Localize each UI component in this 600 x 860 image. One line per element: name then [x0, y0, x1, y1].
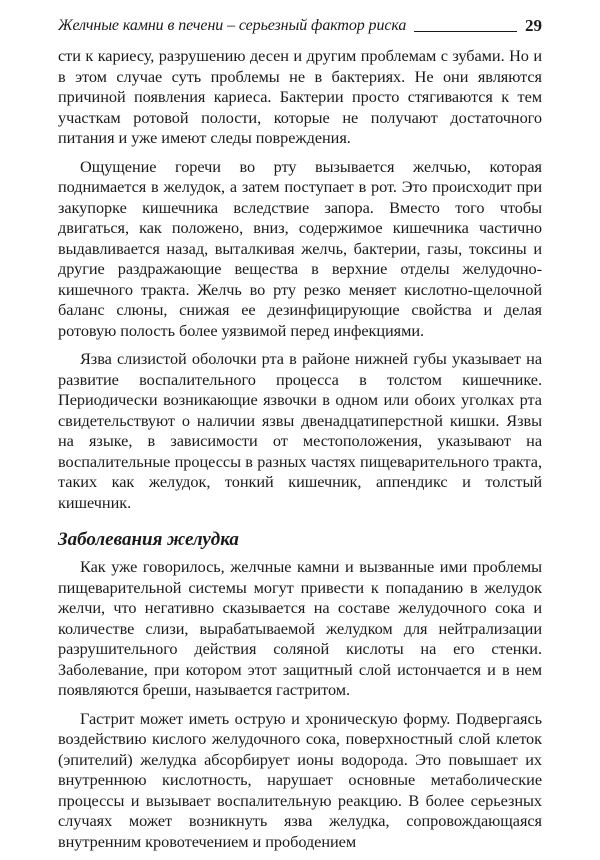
- page-number: 29: [525, 16, 542, 35]
- page-body: [58, 46, 542, 852]
- paragraph-gastritis-intro: Как уже говорилось, желчные камни и вызванные ими проблемы пищеварительной системы могут привести к попаданию в желудок желчи, что негативно сказывается на составе желудочного сока и количестве слизи, вырабатываемой желудком для нейтрализации разрушительного действия соляной кислоты на его стенки. Заболевание, при котором этот защитный слой истончается и в нем появляются бреши, называется гастритом.: [58, 557, 542, 699]
- header-rule: [414, 30, 517, 32]
- book-page: [58, 8, 542, 860]
- running-header: [58, 8, 542, 34]
- section-heading: Заболевания желудка: [58, 529, 239, 550]
- paragraph-continued: сти к кариесу, разрушению десен и другим проблемам с зубами. Но и в этом случае суть проблемы не в бактериях. Не они являются причиной появления кариеса. Бактерии просто стягиваются к тем участкам ротовой полости, которые не получают достаточного питания и уже имеют следы повреждения.: [58, 46, 542, 147]
- paragraph-bitter-taste: Ощущение горечи во рту вызывается желчью, которая поднимается в желудок, а затем поступает в рот. Это происходит при закупорке кишечника вследствие запора. Вместо того чтобы двигаться, как положено, вниз, содержимое кишечника частично выдавливается назад, выталкивая желчь, бактерии, газы, токсины и другие раздражающие вещества в верхние отделы желудочно-кишечного тракта. Желчь во рту резко меняет кислотно-щелочной баланс слюны, снижая ее дезинфицирующие свойства и делая ротовую полость более уязвимой перед инфекциями.: [58, 156, 542, 340]
- paragraph-mouth-ulcers: Язва слизистой оболочки рта в районе нижней губы указывает на развитие воспалительного процесса в толстом кишечнике. Периодически возникающие язвочки в одном или обоих уголках рта свидетельствуют о наличии язвы двенадцатиперстной кишки. Язвы на языке, в зависимости от местоположения, указывают на воспалительные процессы в разных частях пищеварительного тракта, таких как желудок, тонкий кишечник, аппендикс и толстый кишечник.: [58, 349, 542, 512]
- running-title: Желчные камни в печени – серьезный фактор риска: [58, 17, 407, 34]
- paragraph-gastritis-forms: Гастрит может иметь острую и хроническую форму. Подвергаясь воздействию кислого желудочного сока, поверхностный слой клеток (эпителий) желудка абсорбирует ионы водорода. Это повышает их внутреннюю кислотность, нарушает основные метаболические процессы и вызывает воспалительную реакцию. В более серьезных случаях может возникнуть язва желудка, сопровождающаяся внутренним кровотечением и прободением: [58, 708, 542, 851]
